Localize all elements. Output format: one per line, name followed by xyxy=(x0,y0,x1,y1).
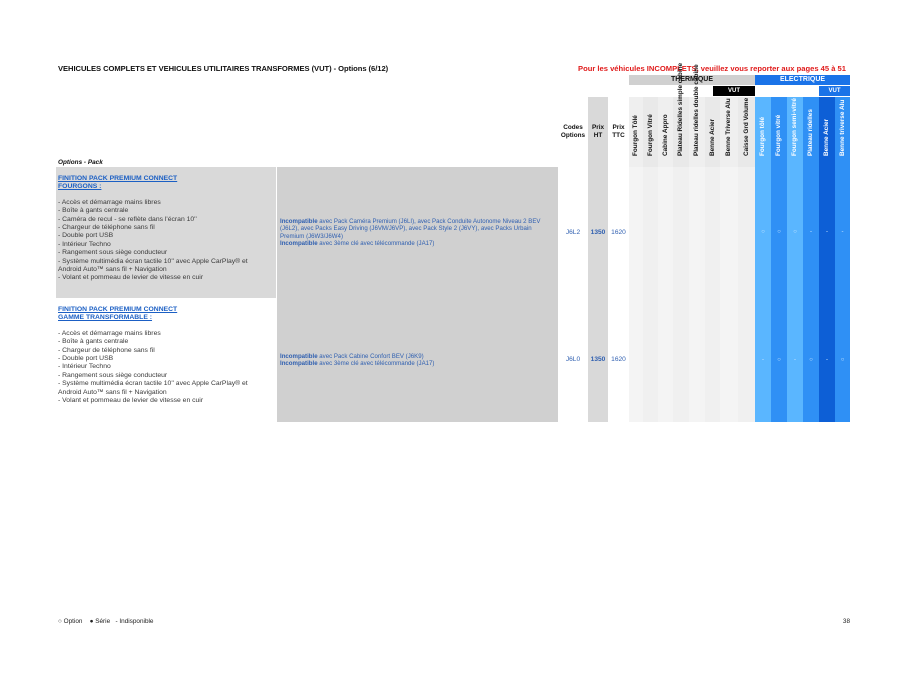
vehicle-header-6 xyxy=(720,97,738,167)
codes-options-header xyxy=(559,124,587,140)
option-feature-item: - Accès et démarrage mains libres xyxy=(58,198,161,206)
availability-cell xyxy=(689,167,705,298)
codes-header-l2: Options xyxy=(560,132,586,139)
compatibility-notes xyxy=(277,167,558,298)
availability-cell xyxy=(720,167,738,298)
incompatible-detail: avec 3ème clé avec télécommande (JA17) xyxy=(317,239,435,247)
availability-cell: - xyxy=(803,167,819,298)
prix-ht-l2: HT xyxy=(593,132,603,139)
incompatible-detail: avec Pack Cabine Confort BEV (J6K9) xyxy=(317,352,424,360)
compatibility-note xyxy=(280,218,556,240)
availability-cell xyxy=(643,298,658,422)
compatibility-note xyxy=(280,240,556,247)
prix-ht-header xyxy=(588,124,608,140)
option-feature-item: - Intérieur Techno xyxy=(58,363,111,371)
availability-cell xyxy=(643,167,658,298)
availability-cell xyxy=(673,167,689,298)
option-feature-item: - Volant et pommeau de levier de vitesse en cuir xyxy=(58,274,204,282)
availability-cell xyxy=(738,167,755,298)
compatibility-note xyxy=(280,353,556,360)
codes-header-l1: Codes xyxy=(563,124,583,131)
availability-cell xyxy=(629,298,643,422)
option-title: FINITION PACK PREMIUM CONNECT xyxy=(58,175,178,182)
vehicle-header-11 xyxy=(803,97,819,167)
availability-cell xyxy=(629,167,643,298)
vehicle-header-label: Caisse Grd Volume xyxy=(742,97,750,156)
incompatible-label: Incompatible xyxy=(280,217,318,225)
vehicle-header-10 xyxy=(787,97,803,167)
legend xyxy=(58,618,153,625)
option-feature-item: - Rangement sous siège conducteur xyxy=(58,249,168,257)
option-feature-item: - Intérieur Techno xyxy=(58,240,111,248)
option-feature-item: - Boîte à gants centrale xyxy=(58,207,129,215)
page-number: 38 xyxy=(842,618,850,625)
availability-cell xyxy=(705,167,720,298)
option-code: J6L0 xyxy=(558,298,588,422)
option-subtitle: GAMME TRANSFORMABLE : xyxy=(58,314,153,322)
availability-cell: ○ xyxy=(755,167,771,298)
availability-cell: - xyxy=(819,298,835,422)
availability-cell: - xyxy=(819,167,835,298)
option-feature-item: Android Auto™ sans fil + Navigation xyxy=(58,266,167,274)
option-description xyxy=(56,298,276,422)
prix-ht: 1350 xyxy=(588,298,608,422)
availability-cell: ○ xyxy=(771,298,787,422)
vehicle-header-13 xyxy=(835,97,850,167)
availability-cell: ○ xyxy=(835,298,850,422)
page-title: VEHICULES COMPLETS ET VEHICULES UTILITAIRES TRANSFORMES (VUT) - Options (6/12) xyxy=(58,64,389,73)
option-feature-item: - Double port USB xyxy=(58,355,114,363)
vehicle-header-2 xyxy=(658,97,673,167)
prix-ttc: 1620 xyxy=(608,167,629,298)
incompatible-label: Incompatible xyxy=(280,239,318,247)
prix-ttc-l1: Prix xyxy=(612,124,625,131)
option-feature-item: - Accès et démarrage mains libres xyxy=(58,329,161,337)
option-feature-item: - Système multimédia écran tactile 10'' avec Apple CarPlay® et xyxy=(58,257,248,265)
vehicle-header-1 xyxy=(643,97,658,167)
incomplete-vehicles-notice: Pour les véhicules INCOMPLETS, veuillez vous reporter aux pages 45 à 51 xyxy=(578,64,846,73)
section-label: Options - Pack xyxy=(58,159,103,166)
group-thermique: THERMIQUE xyxy=(629,75,755,85)
option-feature-item: - Caméra de recul - se reflète dans l'écran 10'' xyxy=(58,215,197,223)
option-subtitle: FOURGONS : xyxy=(58,183,102,191)
vehicle-header-label: Fourgon Vitré xyxy=(646,114,654,156)
option-feature-item: Android Auto™ sans fil + Navigation xyxy=(58,388,167,396)
group-electrique: ELECTRIQUE xyxy=(755,75,850,85)
option-code: J6L2 xyxy=(558,167,588,298)
vehicle-header-label: Fourgon tôlé xyxy=(759,116,766,156)
option-title: FINITION PACK PREMIUM CONNECT xyxy=(58,306,178,313)
option-feature-item: - Système multimédia écran tactile 10'' avec Apple CarPlay® et xyxy=(58,380,248,388)
vut-thermique-badge: VUT xyxy=(713,86,755,96)
vehicle-header-label: Benne triverse Alu xyxy=(838,99,846,156)
incompatible-label: Incompatible xyxy=(280,360,318,367)
option-feature-item: - Boîte à gants centrale xyxy=(58,338,129,346)
vehicle-header-label: Benne Acier xyxy=(708,118,716,156)
availability-cell xyxy=(673,298,689,422)
option-feature-item: - Chargeur de téléphone sans fil xyxy=(58,346,155,354)
vehicle-header-8 xyxy=(755,97,771,167)
legend-serie: ● Série xyxy=(89,618,111,625)
availability-cell xyxy=(720,298,738,422)
vehicle-header-label: Benne Acier xyxy=(823,118,830,156)
option-feature-item: - Chargeur de téléphone sans fil xyxy=(58,224,155,232)
vehicle-header-label: Fourgon semi-vitré xyxy=(791,98,798,156)
vehicle-header-label: Fourgon Tôlé xyxy=(632,115,639,156)
vehicle-header-12 xyxy=(819,97,835,167)
compatibility-note xyxy=(280,360,556,367)
availability-cell: - xyxy=(787,298,803,422)
vehicle-header-label: Plateau Ridelles simple cabine xyxy=(677,62,684,156)
vehicle-header-0 xyxy=(629,97,643,167)
availability-cell: ○ xyxy=(803,298,819,422)
option-feature-item: - Double port USB xyxy=(58,232,114,240)
vehicle-header-label: Benne Triverse Alu xyxy=(725,98,732,156)
prix-ttc-header xyxy=(608,124,629,140)
vut-electrique-badge: VUT xyxy=(819,86,850,96)
vehicle-header-label: Plateau ridelles double cabine xyxy=(693,64,700,156)
prix-ht-l1: Prix xyxy=(591,124,605,131)
prix-ttc: 1620 xyxy=(608,298,629,422)
availability-cell xyxy=(689,298,705,422)
availability-cell: ○ xyxy=(787,167,803,298)
option-feature-item: - Rangement sous siège conducteur xyxy=(58,371,168,379)
vehicle-header-label: Plateau ridelles xyxy=(807,109,814,156)
availability-cell xyxy=(705,298,720,422)
incompatible-label: Incompatible xyxy=(280,352,318,360)
vehicle-header-label: Fourgon vitré xyxy=(775,114,782,156)
vehicle-header-3 xyxy=(673,62,689,167)
incompatible-detail: avec 3ème clé avec télécommande (JA17) xyxy=(317,360,435,367)
vehicle-header-9 xyxy=(771,97,787,167)
availability-cell: ○ xyxy=(771,167,787,298)
vehicle-header-5 xyxy=(705,97,720,167)
availability-cell: - xyxy=(755,298,771,422)
availability-cell xyxy=(658,298,673,422)
prix-ttc-l2: TTC xyxy=(612,132,625,139)
prix-ht: 1350 xyxy=(588,167,608,298)
vehicle-header-7 xyxy=(738,97,755,167)
legend-indisponible: - Indisponible xyxy=(115,618,154,625)
incompatible-detail: avec Pack Caméra Premium (J6LI), avec Pack Conduite Autonome Niveau 2 BEV (J6L2), avec Packs Easy Driving (J6VM/J6VP), avec Pack Style 2 (J6VY), avec Packs Urbain Premium (J6W3/J6W4) xyxy=(280,217,541,240)
vehicle-header-label: Cabine Appro xyxy=(661,114,669,156)
vehicle-header-4 xyxy=(689,64,705,167)
compatibility-notes xyxy=(277,298,558,422)
legend-option: ○ Option xyxy=(58,618,83,625)
availability-cell xyxy=(738,298,755,422)
availability-cell xyxy=(658,167,673,298)
option-description xyxy=(56,167,276,298)
option-feature-item: - Volant et pommeau de levier de vitesse en cuir xyxy=(58,397,204,405)
availability-cell: - xyxy=(835,167,850,298)
